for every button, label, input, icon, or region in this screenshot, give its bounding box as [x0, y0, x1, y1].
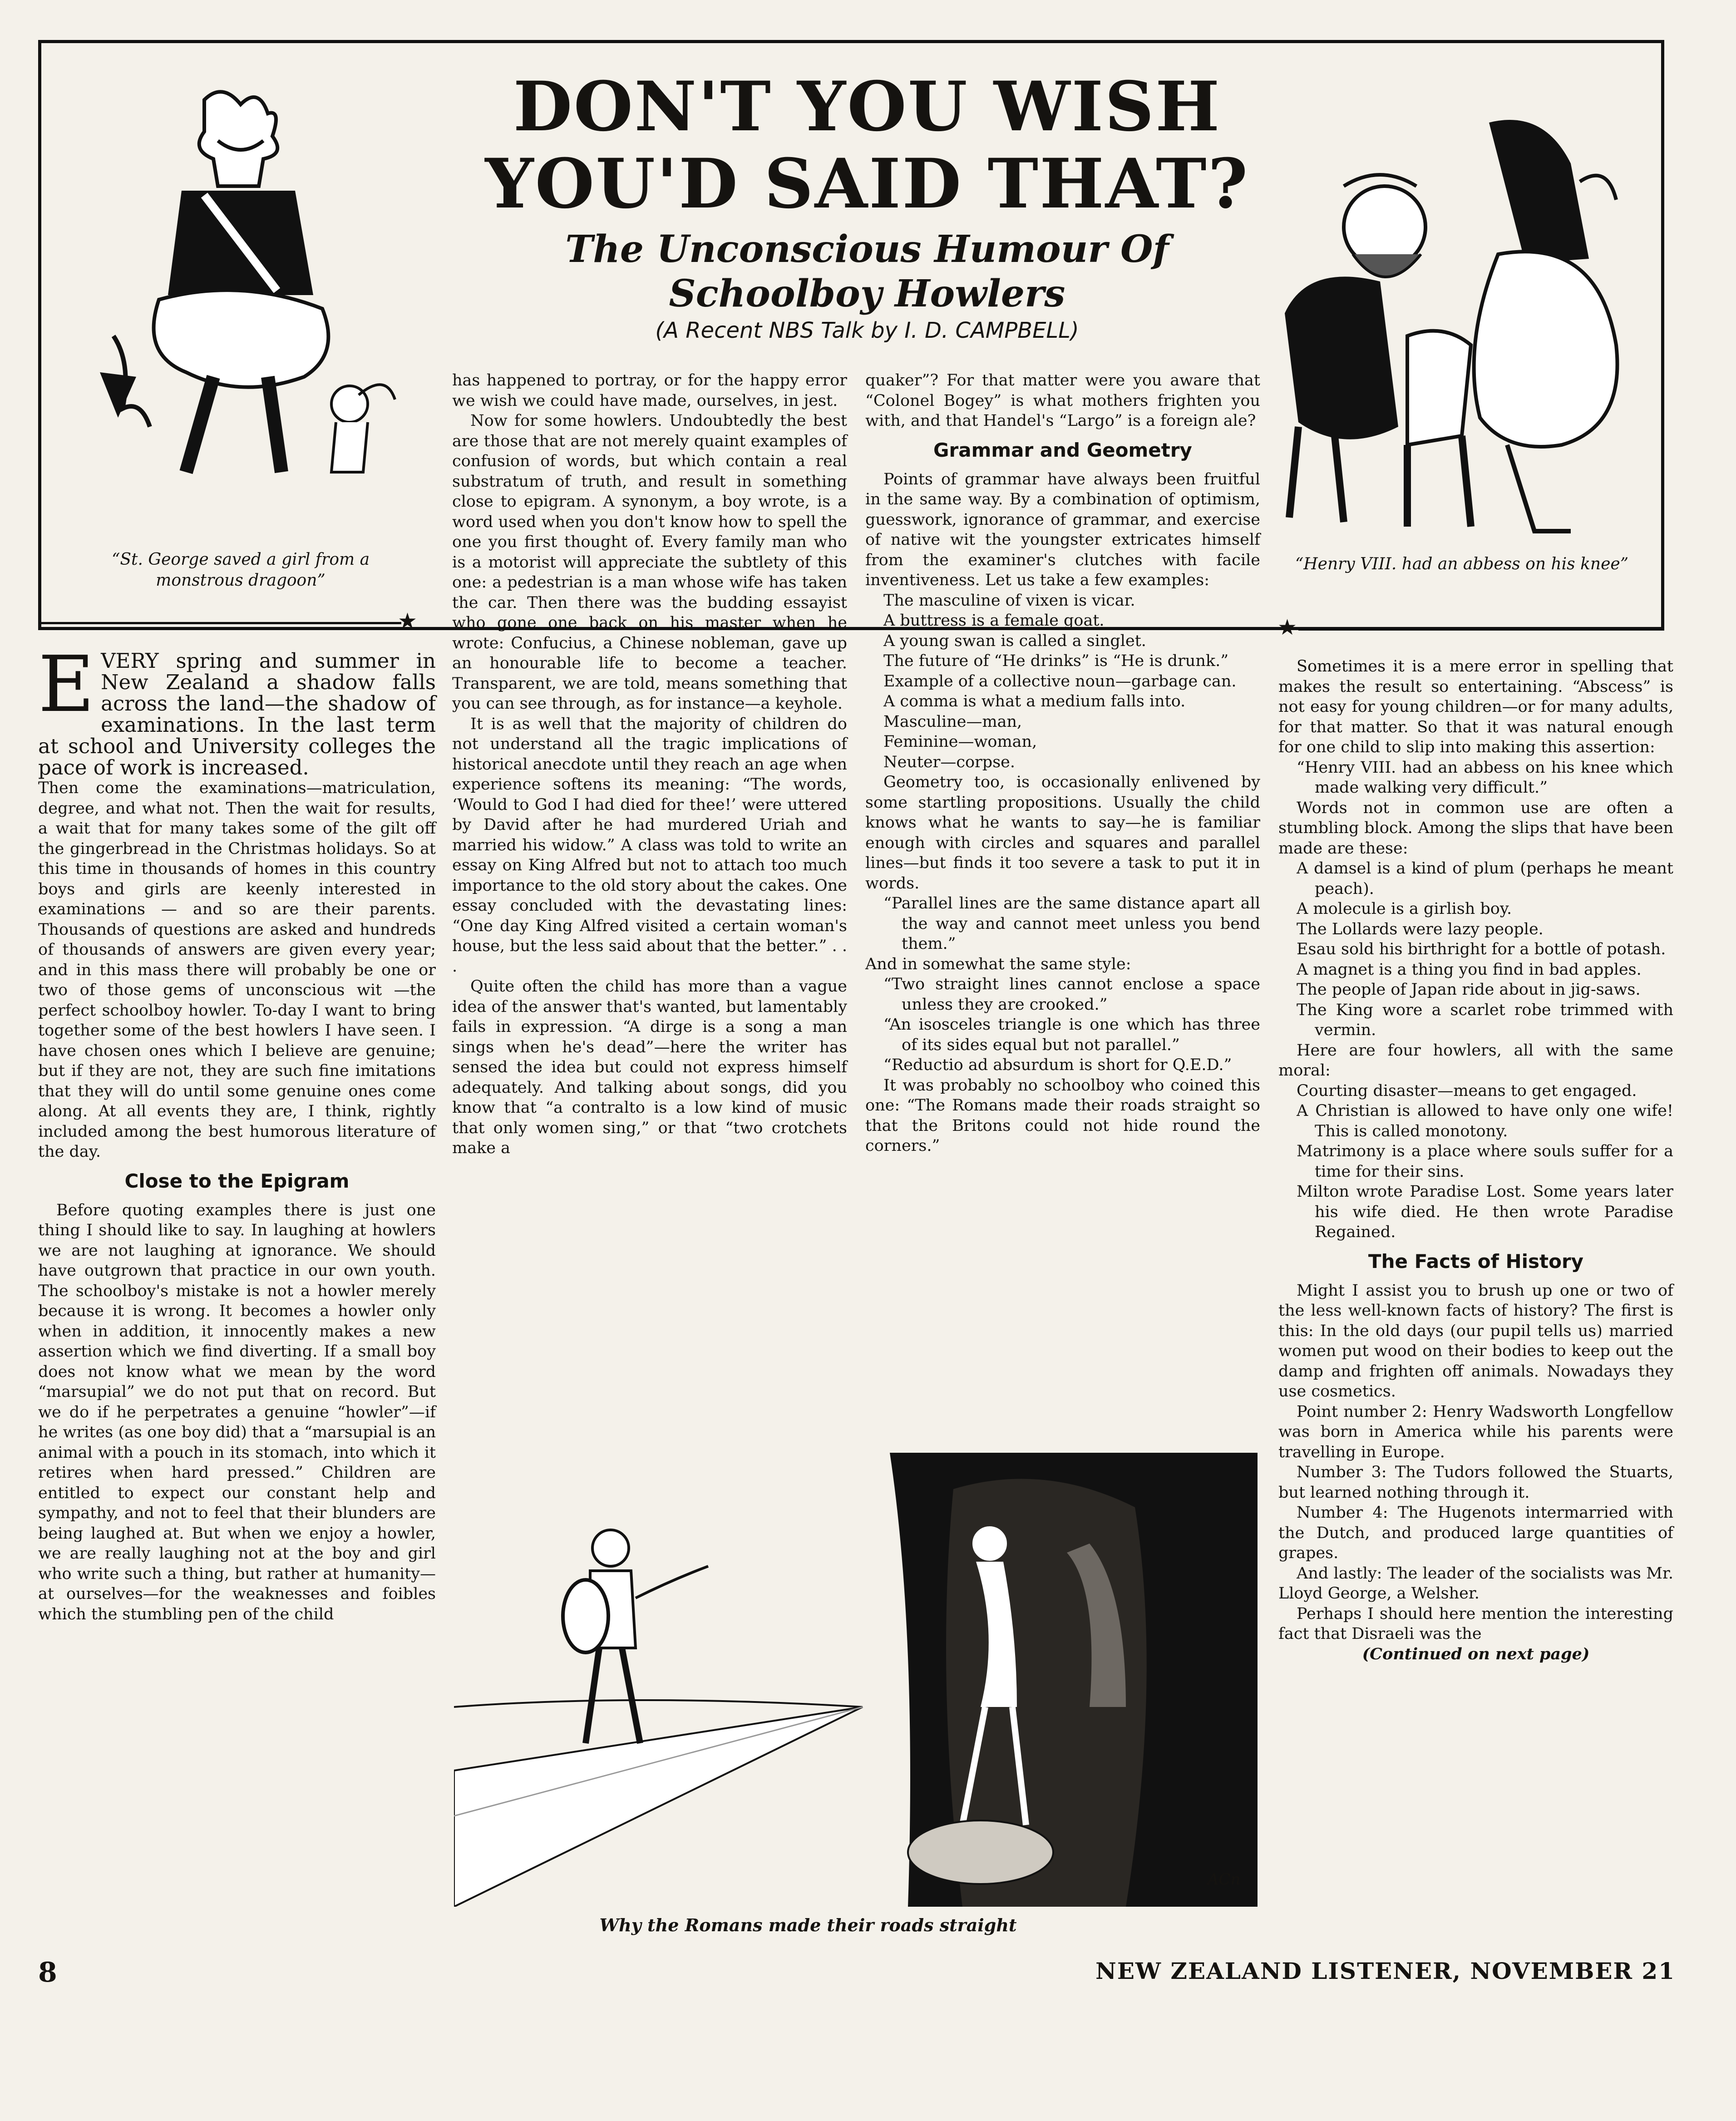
paragraph: has happened to portray, or for the happy error we wish we could have made, ourselves, in jest.	[452, 371, 847, 410]
slip-item: Esau sold his birthright for a bottle of potash.	[1297, 940, 1666, 958]
left-caption: “St. George saved a girl from a monstrous dragoon”	[111, 550, 370, 590]
page-number: 8	[38, 1957, 57, 1988]
moral-item: Courting disaster—means to get engaged.	[1297, 1081, 1637, 1100]
example-item: The masculine of vixen is vicar.	[883, 591, 1135, 610]
slip-item: A magnet is a thing you find in bad apples.	[1297, 960, 1642, 979]
quote: “Reductio ad absurdum is short for Q.E.D.”	[883, 1056, 1232, 1074]
paragraph: Number 3: The Tudors followed the Stuarts, but learned nothing through it.	[1278, 1463, 1673, 1502]
example-item: A young swan is called a singlet.	[883, 631, 1146, 650]
example-item: Masculine—man,	[883, 712, 1022, 731]
paragraph: Geometry too, is occasionally enlivened by some startling propositions. Usually the child knows what he wants to say—he is familiar enough with circles and squares and parallel lines—but finds it too severe a task to put it in words.	[865, 773, 1260, 893]
quote: “Two straight lines cannot enclose a space unless they are crooked.”	[883, 975, 1260, 1014]
right-caption-rule	[1298, 628, 1664, 631]
slip-item: A molecule is a girlish boy.	[1297, 900, 1512, 918]
paragraph: Words not in common use are often a stumbling block. Among the slips that have been made are these:	[1278, 799, 1673, 858]
publication-line: NEW ZEALAND LISTENER, NOVEMBER 21	[1095, 1958, 1675, 1984]
paragraph: Perhaps I should here mention the interesting fact that Disraeli was the	[1278, 1604, 1673, 1643]
headline: DON'T YOU WISH YOU'D SAID THAT?	[485, 67, 1249, 224]
moral-item: Milton wrote Paradise Lost. Some years later his wife died. He then wrote Paradise Regained.	[1297, 1183, 1673, 1241]
section-heading: Close to the Epigram	[124, 1169, 350, 1192]
drop-cap: E	[38, 640, 95, 730]
roman-roads-illustration	[454, 1453, 1258, 1907]
left-caption-rule	[38, 622, 401, 624]
moral-item: Matrimony is a place where souls suffer for a time for their sins.	[1297, 1142, 1673, 1181]
section-heading: The Facts of History	[1368, 1250, 1584, 1273]
quote: “An isosceles triangle is one which has three of its sides equal but not parallel.”	[883, 1016, 1260, 1054]
example-item: A buttress is a female goat.	[883, 612, 1105, 630]
example-item: Feminine—woman,	[883, 733, 1037, 751]
paragraph: Points of grammar have always been fruitful in the same way. By a combination of optimism, guesswork, ignorance of grammar, and exercise of native wit the youngster extricates himself from the examiner's clutches with facile inventiveness. Let us take a few examples:	[865, 470, 1260, 589]
paragraph: Before quoting examples there is just one thing I should like to say. In laughing at howlers we are not laughing at ignorance. We should have outgrown that practice in our own youth. The schoolboy's mistake is not a howler merely because it is wrong. It becomes a howler only when in addition, it innocently makes a new assertion which we find diverting. If a small boy does not know what we mean by the word “marsupial” we do not put that on record. But we do if he perpetrates a genuine “howler”—if he writes (as one boy did) that a “marsupial is an animal with a pouch in its stomach, into which it retires when hard pressed.” Children are entitled to expect our constant help and sympathy, and not to feel that their blunders are being laughed at. But when we enjoy a howler, we are really laughing not at the boy and girl who write such a thing, but rather at humanity—at ourselves—for the weaknesses and foibles which the stumbling pen of the child	[38, 1201, 436, 1623]
example-item: Neuter—corpse.	[883, 753, 1015, 771]
henry-viii-illustration	[1271, 109, 1652, 545]
paragraph: Number 4: The Hugenots intermarried with the Dutch, and produced large quantities of grapes.	[1278, 1504, 1673, 1562]
column-2	[452, 370, 847, 1159]
lead-paragraph: EVERY spring and summer in New Zealand a shadow falls across the land—the shadow of examinations. In the last term at school and University colleges the pace of work is increased.	[38, 640, 436, 779]
column-3	[865, 370, 1260, 1156]
section-heading: Grammar and Geometry	[933, 439, 1192, 461]
example-item: Example of a collective noun—garbage can.	[883, 672, 1237, 691]
column-4	[1278, 656, 1673, 1664]
quote: “Henry VIII. had an abbess on his knee which made walking very difficult.”	[1297, 758, 1673, 797]
star-icon: ★	[1277, 615, 1297, 640]
paragraph: And lastly: The leader of the socialists was Mr. Lloyd George, a Welsher.	[1278, 1564, 1673, 1603]
slip-item: The people of Japan ride about in jig-saws.	[1297, 981, 1641, 999]
slip-item: A damsel is a kind of plum (perhaps he meant peach).	[1297, 859, 1673, 898]
example-item: A comma is what a medium falls into.	[883, 692, 1186, 710]
paragraph: Now for some howlers. Undoubtedly the best are those that are not merely quaint examples of confusion of words, but which contain a real substratum of truth, and result in something close to epigram. A synonym, a boy wrote, is a word used when you don't know how to spell the one you first thought of. Every family man who is a motorist will appreciate the subtlety of this one: a pedestrian is a man whose wife has taken the car. Then there was the budding essayist who gone one back on his master when he wrote: Confucius, a Chinese nobleman, gave up an honourable life to become a teacher. Transparent, we are told, means something that you can see through, as for instance—a keyhole.	[452, 412, 847, 713]
paragraph: Might I assist you to brush up one or two of the less well-known facts of history? The first is this: In the old days (our pupil tells us) married women put wood on their bodies to keep out the damp and frighten off animals. Nowadays they use cosmetics.	[1278, 1281, 1673, 1401]
paragraph: Point number 2: Henry Wadsworth Longfellow was born in America while his parents were travelling in Europe.	[1278, 1402, 1673, 1461]
column-1	[38, 640, 436, 1624]
st-george-illustration	[68, 82, 413, 490]
subtitle: The Unconscious Humour Of Schoolboy Howlers	[565, 227, 1169, 316]
paragraph: quaker”? For that matter were you aware that “Colonel Bogey” is what mothers frighten you with, and that Handel's “Largo” is a foreign ale?	[865, 371, 1260, 430]
slip-item: The King wore a scarlet robe trimmed with vermin.	[1297, 1001, 1673, 1039]
paragraph: And in somewhat the same style:	[865, 955, 1131, 973]
paragraph: Quite often the child has more than a vague idea of the answer that's wanted, but lamentably fails in expression. “A dirge is a song a man sings when he's dead”—here the writer has sensed the idea but could not express himself adequately. And talking about songs, did you know that “a contralto is a low kind of music that only women sing,” or that “two crotchets make a	[452, 977, 847, 1157]
bottom-caption: Why the Romans made their roads straight	[599, 1915, 1017, 1935]
paragraph: It was probably no schoolboy who coined this one: “The Romans made their roads straight so that the Britons could not hide round the corners.”	[865, 1076, 1260, 1155]
star-icon: ★	[398, 608, 418, 634]
paragraph: It is as well that the majority of children do not understand all the tragic implications of historical anecdote until they reach an age when experience softens its meaning: “The words, ‘Would to God I had died for thee!’ were uttered by David after he had murdered Uriah and married his widow.” A class was told to write an essay on King Alfred but not to attach too much importance to the old story about the cakes. One essay concluded with the devastating lines: “One day King Alfred visited a certain woman's house, but the less said about that the better.” . . .	[452, 715, 847, 976]
example-item: The future of “He drinks” is “He is drunk.”	[883, 652, 1229, 670]
paragraph: Sometimes it is a mere error in spelling that makes the result so entertaining. “Abscess” is not easy for young children—or for many adults, for that matter. So that it was natural enough for one child to slip into making this assertion:	[1278, 657, 1673, 756]
paragraph: Then come the examinations—matriculation, degree, and what not. Then the wait for results, a wait that for many takes some of the gilt off the gingerbread in the Christmas holidays. So at this time in thousands of homes in this country boys and girls are keenly interested in examinations — and so are their parents. Thousands of questions are asked and hundreds of thousands of answers are given every year; and in this mass there will probably be one or two of those gems of unconscious wit —the perfect schoolboy howler. To-day I want to bring together some of the best howlers I have seen. I have chosen ones which I believe are genuine; but if they are not, they are such fine imitations that they will do until some genuine ones come along. At all events they are, I think, rightly included among the best humorous literature of the day.	[38, 779, 436, 1161]
byline: (A Recent NBS Talk by I. D. CAMPBELL)	[655, 318, 1079, 343]
paragraph: Here are four howlers, all with the same moral:	[1278, 1041, 1673, 1080]
quote: “Parallel lines are the same distance apart all the way and cannot meet unless you bend them.”	[883, 894, 1260, 953]
continued-note: (Continued on next page)	[1362, 1644, 1590, 1663]
artist-signature: ACn	[1208, 1870, 1241, 1889]
slip-item: The Lollards were lazy people.	[1297, 920, 1544, 938]
right-caption: “Henry VIII. had an abbess on his knee”	[1295, 555, 1629, 573]
moral-item: A Christian is allowed to have only one wife! This is called monotony.	[1297, 1102, 1673, 1140]
